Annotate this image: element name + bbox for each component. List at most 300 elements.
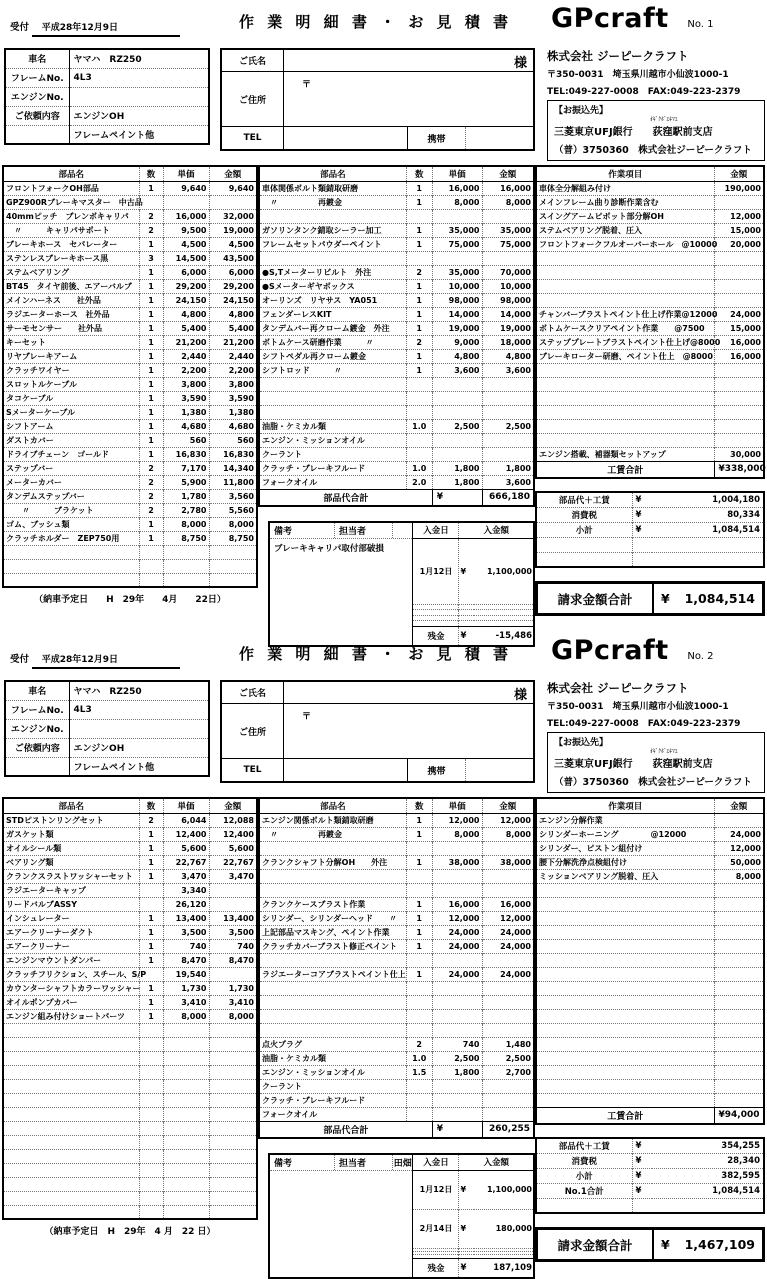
- table-cell: 9,640: [209, 181, 257, 195]
- tel-value: [284, 127, 407, 149]
- table-cell: [259, 1023, 406, 1037]
- table-row: [259, 855, 534, 869]
- logo-block: [537, 3, 765, 34]
- table-cell: 35,000: [432, 223, 482, 237]
- table-row: [536, 1051, 764, 1065]
- table-cell: 3,590: [163, 391, 209, 405]
- table-cell: [536, 293, 714, 307]
- table-cell: [432, 433, 482, 447]
- table-cell: 560: [163, 433, 209, 447]
- table-cell: フェンダーレスKIT: [259, 307, 406, 321]
- table-cell: 1: [139, 447, 163, 461]
- table-cell: [536, 925, 714, 939]
- table-cell: シフトロッド 〃: [259, 363, 406, 377]
- table-cell: [482, 377, 534, 391]
- table-row: [3, 981, 257, 995]
- table-cell: クラッチカバーブラスト修正ペイント: [259, 939, 406, 953]
- table-row: [536, 349, 764, 363]
- table-cell: リードバルブASSY: [3, 897, 139, 911]
- table-cell: [209, 967, 257, 981]
- table-cell: [714, 911, 764, 925]
- table-row: [3, 1177, 257, 1191]
- parts-table-mid: [258, 797, 535, 1139]
- table-row: [3, 405, 257, 419]
- main-tables-row: [2, 165, 765, 647]
- table-cell: 35,000: [432, 265, 482, 279]
- remarks-note: [270, 1171, 412, 1177]
- table-row: [3, 531, 257, 545]
- table-cell: 1: [406, 911, 432, 925]
- table-cell: [139, 1163, 163, 1177]
- table-cell: 部品代＋工賃: [558, 495, 610, 506]
- table-cell: ステムベアリング: [3, 265, 139, 279]
- table-row: [259, 869, 534, 883]
- table-cell: [536, 251, 714, 265]
- table-cell: 35,000: [482, 223, 534, 237]
- table-cell: キーセット: [3, 335, 139, 349]
- table-cell: 4,500: [163, 237, 209, 251]
- table-cell: 1: [139, 377, 163, 391]
- work-table: [535, 165, 765, 479]
- table-cell: 12,400: [163, 827, 209, 841]
- table-cell: [406, 447, 432, 461]
- mobile-label: 携帯: [407, 759, 465, 781]
- table-cell: [163, 1107, 209, 1121]
- table-cell: 〃 再鍍金: [259, 195, 406, 209]
- table-cell: [209, 1051, 257, 1065]
- table-row: [536, 251, 764, 265]
- table-cell: 24,000: [482, 967, 534, 981]
- table-cell: 1.5: [406, 1065, 432, 1079]
- table-cell: 4,500: [209, 237, 257, 251]
- table-cell: 4,800: [209, 307, 257, 321]
- table-cell: [714, 279, 764, 293]
- table-cell: 1: [139, 363, 163, 377]
- table-row: [536, 1093, 764, 1107]
- table-cell: [163, 1093, 209, 1107]
- table-row: [259, 237, 534, 251]
- staff-label: 担当者: [334, 1155, 392, 1170]
- table-cell: [714, 405, 764, 419]
- table-cell: 消費税: [536, 1153, 632, 1168]
- customer-address-value: [284, 704, 533, 758]
- table-cell: [714, 265, 764, 279]
- table-cell: 16,830: [209, 447, 257, 461]
- customer-address-value: [284, 72, 533, 126]
- table-cell: スロットルケーブル: [3, 377, 139, 391]
- table-row: [259, 279, 534, 293]
- table-row: [259, 391, 534, 405]
- table-cell: [3, 1149, 139, 1163]
- name-suffix: 様: [513, 56, 527, 71]
- table-cell: 1: [406, 195, 432, 209]
- table-cell: [209, 1037, 257, 1051]
- table-cell: 1: [139, 321, 163, 335]
- table-cell: [652, 552, 764, 567]
- table-cell: [536, 405, 714, 419]
- table-cell: 354,255: [721, 1140, 760, 1151]
- table-cell: 10,000: [432, 279, 482, 293]
- column-header: 単価: [432, 166, 482, 181]
- table-row: [3, 925, 257, 939]
- table-row: [536, 265, 764, 279]
- table-cell: [139, 1051, 163, 1065]
- invoice-total-value: 1,467,109: [684, 1237, 755, 1252]
- remarks-header: [270, 523, 412, 539]
- table-cell: 2,200: [209, 363, 257, 377]
- table-cell: [432, 251, 482, 265]
- table-cell: [163, 559, 209, 573]
- table-cell: 2月14日: [413, 1209, 459, 1248]
- table-row: [5, 738, 209, 757]
- table-cell: 1: [406, 223, 432, 237]
- table-cell: 1: [139, 391, 163, 405]
- table-cell: 1: [139, 531, 163, 545]
- table-cell: 12,000: [432, 813, 482, 827]
- table-cell: [259, 841, 406, 855]
- table-cell: 3,600: [482, 363, 534, 377]
- table-cell: [714, 377, 764, 391]
- column-header: 部品名: [259, 166, 406, 181]
- table-cell: [209, 1079, 257, 1093]
- table-row: [536, 195, 764, 209]
- company-telfax: TEL:049-227-0008 FAX:049-223-2379: [547, 87, 741, 97]
- table-cell: 21,200: [209, 335, 257, 349]
- table-cell: [714, 363, 764, 377]
- table-cell: [536, 1065, 714, 1079]
- table-cell: 腰下分解洗浄点検組付け: [536, 855, 714, 869]
- table-row: [536, 223, 764, 237]
- table-cell: 16,000: [432, 181, 482, 195]
- table-cell: 8,000: [482, 827, 534, 841]
- table-row: [536, 307, 764, 321]
- table-cell: [482, 391, 534, 405]
- table-row: [3, 335, 257, 349]
- table-cell: フレームNo.: [5, 68, 69, 87]
- table-cell: クラッチフリクション、スチール、S/P: [3, 967, 139, 981]
- tel-value: [284, 759, 407, 781]
- totals-table: [535, 491, 765, 568]
- table-cell: ¥: [632, 522, 652, 537]
- parts-column-mid: [258, 165, 535, 647]
- table-cell: 14,000: [482, 307, 534, 321]
- table-row: [536, 1183, 764, 1198]
- table-row: [3, 995, 257, 1009]
- table-cell: タンデムステップバー: [3, 489, 139, 503]
- work-total-cell: [714, 1107, 764, 1124]
- table-cell: 24,000: [432, 967, 482, 981]
- table-cell: 3: [139, 251, 163, 265]
- table-row: [3, 939, 257, 953]
- table-cell: [3, 1093, 139, 1107]
- payment-table: [412, 523, 533, 645]
- company-address: 〒350-0031 埼玉県川越市小仙波1000-1: [547, 702, 729, 712]
- payment-table: [412, 1155, 533, 1277]
- table-cell: クラッチワイヤー: [3, 363, 139, 377]
- table-cell: [406, 433, 432, 447]
- table-cell: 3,470: [163, 869, 209, 883]
- table-row: [413, 538, 533, 604]
- table-cell: [139, 1079, 163, 1093]
- table-cell: ¥: [459, 538, 474, 604]
- table-cell: [406, 1009, 432, 1023]
- table-row: [259, 475, 534, 489]
- table-cell: [209, 1163, 257, 1177]
- column-header: 部品名: [259, 798, 406, 813]
- table-row: [536, 1079, 764, 1093]
- table-cell: [536, 967, 714, 981]
- table-cell: 1: [406, 237, 432, 251]
- table-row: [536, 537, 764, 552]
- table-cell: [714, 1065, 764, 1079]
- table-row: [259, 307, 534, 321]
- table-row: [3, 377, 257, 391]
- table-cell: ボトムケース研磨作業 〃: [259, 335, 406, 349]
- table-cell: 8,750: [163, 531, 209, 545]
- work-total-row: [536, 461, 764, 478]
- table-cell: 1: [139, 433, 163, 447]
- table-row: [259, 209, 534, 223]
- name-label: ご氏名: [222, 682, 284, 703]
- table-row: [259, 897, 534, 911]
- company-address: 〒350-0031 埼玉県川越市小仙波1000-1: [547, 70, 729, 80]
- table-cell: 1,004,180: [712, 494, 760, 505]
- table-cell: [406, 209, 432, 223]
- table-cell: 点火プラグ: [259, 1037, 406, 1051]
- table-cell: 1: [406, 939, 432, 953]
- table-cell: [209, 1121, 257, 1135]
- table-cell: ステッププレートブラストペイント仕上げ@8000: [536, 335, 714, 349]
- receipt-date: 平成28年12月9日: [32, 20, 180, 37]
- table-cell: ステップバー: [3, 461, 139, 475]
- table-cell: [482, 1023, 534, 1037]
- column-header: 数: [139, 798, 163, 813]
- staff-label: 担当者: [334, 523, 392, 538]
- info-row: [2, 680, 765, 793]
- table-cell: [209, 1205, 257, 1219]
- work-total-value: 338,000: [724, 464, 766, 475]
- table-cell: [536, 433, 714, 447]
- table-cell: [406, 869, 432, 883]
- bank-furigana: ｵｷﾞｸﾎﾞｴｷﾏｴ: [650, 117, 678, 123]
- table-cell: [406, 1023, 432, 1037]
- table-cell: 1: [139, 405, 163, 419]
- page-header: [2, 3, 765, 45]
- table-row: [3, 813, 257, 827]
- table-row: [536, 522, 764, 537]
- address-label: ご住所: [222, 72, 284, 126]
- table-cell: 8,000: [714, 869, 764, 883]
- table-cell: 1: [406, 855, 432, 869]
- table-row: [259, 1079, 534, 1093]
- bank-account: （普）3750360 株式会社ジーピークラフト: [554, 145, 752, 156]
- table-cell: 15,000: [714, 223, 764, 237]
- table-row: [3, 209, 257, 223]
- table-cell: [432, 995, 482, 1009]
- table-cell: 1: [406, 321, 432, 335]
- table-cell: クーラント: [259, 1079, 406, 1093]
- table-cell: 〃 再鍍金: [259, 827, 406, 841]
- table-cell: ガスケット類: [3, 827, 139, 841]
- payment-amount-header: 入金額: [459, 1155, 533, 1170]
- table-row: [5, 681, 209, 700]
- table-cell: [482, 209, 534, 223]
- table-cell: 6,000: [163, 265, 209, 279]
- table-cell: ヤマハ RZ250: [73, 55, 142, 66]
- table-cell: 4,680: [163, 419, 209, 433]
- table-row: [3, 967, 257, 981]
- table-row: [259, 827, 534, 841]
- table-cell: [482, 953, 534, 967]
- page-title: 作 業 明 細 書 ・ お 見 積 書: [238, 645, 512, 663]
- balance-row: [413, 1258, 533, 1277]
- table-row: [536, 925, 764, 939]
- table-cell: 1月12日: [413, 1170, 459, 1209]
- table-cell: 382,595: [652, 1168, 764, 1183]
- table-cell: 80,334: [652, 507, 764, 522]
- table-cell: [714, 251, 764, 265]
- table-cell: [432, 1009, 482, 1023]
- table-cell: [536, 897, 714, 911]
- table-row: [536, 335, 764, 349]
- table-cell: [3, 1191, 139, 1205]
- table-cell: 1: [139, 869, 163, 883]
- table-row: [536, 897, 764, 911]
- table-cell: タンデムバー再クローム鍍金 外注: [259, 321, 406, 335]
- bank-name-branch: 三菱東京UFJ銀行 荻窪駅前支店: [554, 127, 713, 138]
- table-cell: クランクシャフト分解OH 外注: [259, 855, 406, 869]
- table-cell: 8,000: [209, 1009, 257, 1023]
- table-row: [536, 1037, 764, 1051]
- table-cell: ¥: [632, 1138, 652, 1153]
- balance-label: 残金: [413, 1258, 459, 1277]
- customer-tel-row: [222, 127, 533, 149]
- table-cell: [714, 419, 764, 433]
- table-cell: [406, 995, 432, 1009]
- table-cell: [139, 559, 163, 573]
- table-cell: 1: [139, 335, 163, 349]
- table-cell: 2: [139, 461, 163, 475]
- table-cell: 2,440: [209, 349, 257, 363]
- table-cell: [209, 559, 257, 573]
- table-row: [259, 195, 534, 209]
- table-cell: [139, 573, 163, 587]
- invoice-total-box: [535, 1227, 765, 1262]
- page-title: 作 業 明 細 書 ・ お 見 積 書: [238, 13, 512, 31]
- customer-name-row: [222, 682, 533, 704]
- work-order-page-2: [0, 632, 767, 1274]
- table-cell: [139, 1191, 163, 1205]
- table-cell: 小計: [536, 1168, 632, 1183]
- table-cell: [3, 1121, 139, 1135]
- table-row: [3, 363, 257, 377]
- table-cell: 1: [139, 293, 163, 307]
- column-header: 数: [406, 798, 432, 813]
- table-cell: オイルシール類: [3, 841, 139, 855]
- table-cell: 1,800: [482, 461, 534, 475]
- table-cell: 24,000: [714, 307, 764, 321]
- mobile-value: [465, 127, 533, 149]
- header-row: [536, 166, 764, 181]
- invoice-total-label: 請求金額合計: [538, 1230, 654, 1259]
- table-row: [259, 349, 534, 363]
- table-cell: エンジン組み付けショートパーツ: [3, 1009, 139, 1023]
- table-row: [3, 181, 257, 195]
- table-cell: [259, 251, 406, 265]
- table-cell: 1: [406, 827, 432, 841]
- table-row: [536, 1168, 764, 1183]
- table-cell: [652, 1198, 764, 1213]
- table-cell: 3,340: [163, 883, 209, 897]
- table-cell: 1,100,000: [474, 538, 533, 604]
- bank-box: [547, 100, 765, 161]
- table-cell: スイングアームピボット部分解OH: [536, 209, 714, 223]
- page-number: No. 2: [687, 651, 714, 662]
- table-cell: 16,000: [714, 349, 764, 363]
- remarks-note: ブレーキキャリパ取付部破損: [274, 544, 384, 554]
- table-cell: [714, 1093, 764, 1107]
- column-header: 部品名: [3, 166, 139, 181]
- table-cell: [482, 1107, 534, 1121]
- table-cell: [259, 1009, 406, 1023]
- table-cell: 1: [406, 279, 432, 293]
- table-cell: 98,000: [432, 293, 482, 307]
- receipt-block: [2, 3, 214, 37]
- table-cell: ¥: [632, 507, 652, 522]
- table-cell: [536, 419, 714, 433]
- table-cell: チャンバーブラストペイント仕上げ作業@12000: [536, 307, 714, 321]
- table-cell: 4L3: [69, 700, 209, 719]
- table-row: [259, 265, 534, 279]
- customer-address-row: [222, 72, 533, 127]
- table-row: [5, 87, 209, 106]
- table-cell: 29,200: [209, 279, 257, 293]
- table-cell: シフトペダル再クローム鍍金: [259, 349, 406, 363]
- table-cell: 1,084,514: [652, 1183, 764, 1198]
- table-cell: 油脂・ケミカル類: [259, 419, 406, 433]
- customer-box: [220, 48, 535, 151]
- table-cell: メインフレーム曲り診断作業含む: [536, 195, 714, 209]
- table-cell: [163, 1065, 209, 1079]
- table-row: [3, 1135, 257, 1149]
- table-cell: 3,590: [209, 391, 257, 405]
- table-row: [259, 405, 534, 419]
- table-row: [5, 125, 209, 144]
- table-cell: [3, 1205, 139, 1219]
- table-cell: 1: [406, 813, 432, 827]
- table-cell: 12,400: [209, 827, 257, 841]
- table-row: [536, 419, 764, 433]
- tel-label: TEL: [222, 127, 284, 149]
- table-cell: [536, 279, 714, 293]
- table-row: [536, 1023, 764, 1037]
- table-cell: 24,000: [482, 925, 534, 939]
- table-cell: [482, 869, 534, 883]
- table-cell: ゴム、ブッシュ類: [3, 517, 139, 531]
- table-cell: エンジンOH: [69, 738, 209, 757]
- table-row: [536, 1009, 764, 1023]
- table-cell: 2,500: [432, 1051, 482, 1065]
- table-cell: 43,500: [209, 251, 257, 265]
- table-cell: 5,560: [209, 503, 257, 517]
- table-row: [259, 293, 534, 307]
- table-cell: [536, 377, 714, 391]
- table-row: [536, 293, 764, 307]
- table-row: [259, 981, 534, 995]
- table-cell: 26,120: [163, 897, 209, 911]
- table-cell: [432, 841, 482, 855]
- table-row: [536, 1153, 764, 1168]
